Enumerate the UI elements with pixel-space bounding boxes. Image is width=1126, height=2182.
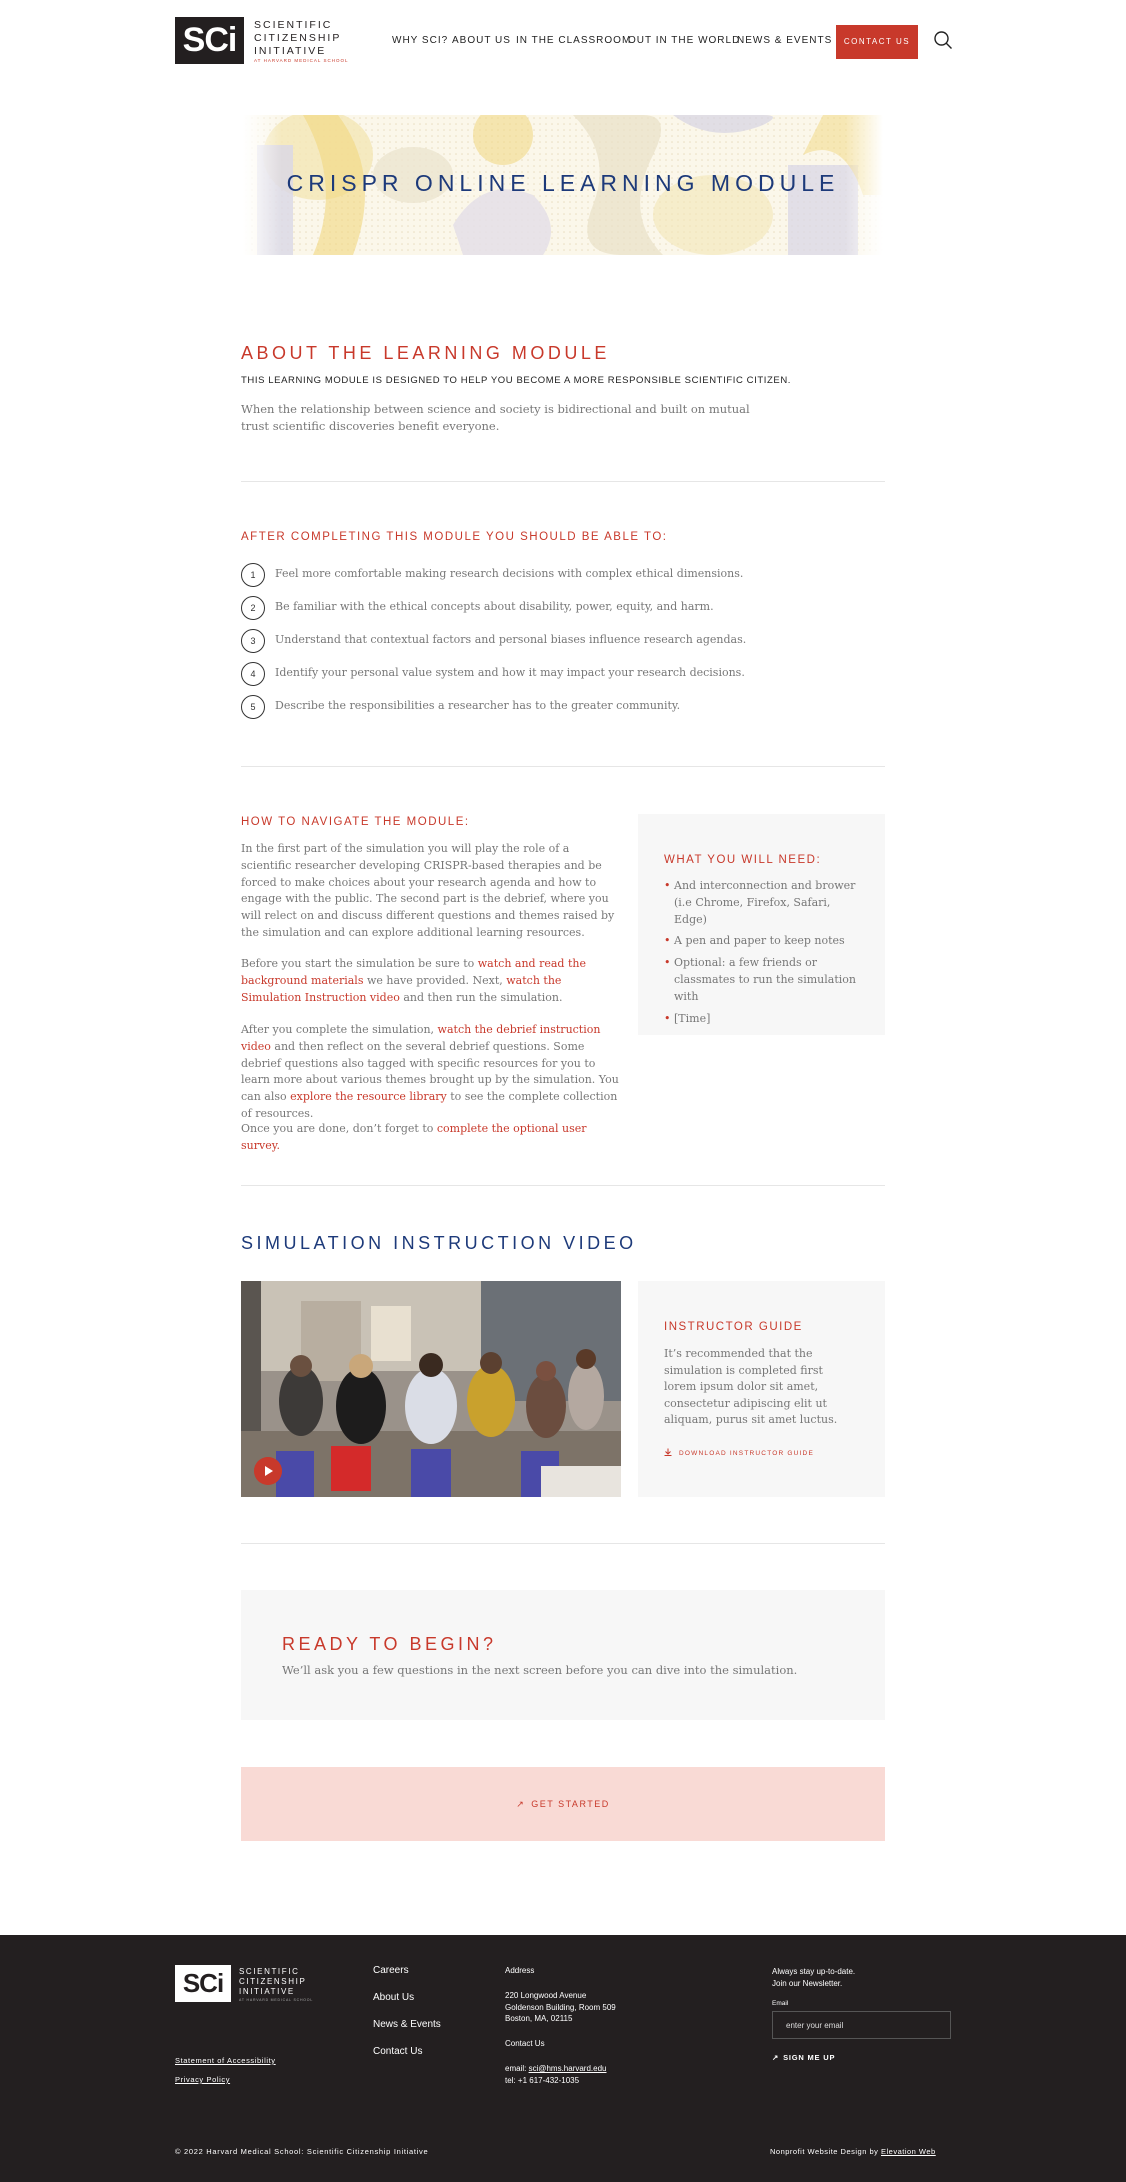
contact-label: Contact Us: [505, 2039, 545, 2048]
video-heading: SIMULATION INSTRUCTION VIDEO: [241, 1233, 637, 1253]
footer-logo-subtitle: AT HARVARD MEDICAL SCHOOL: [239, 1998, 314, 2002]
nav-why-sci[interactable]: WHY SCI?: [392, 35, 449, 46]
user-survey-link[interactable]: complete the optional user survey.: [241, 1122, 587, 1152]
ready-card: [241, 1590, 885, 1720]
download-icon: [664, 1448, 672, 1456]
logo-subtitle: AT HARVARD MEDICAL SCHOOL: [254, 58, 349, 63]
page-title: CRISPR ONLINE LEARNING MODULE: [286, 170, 840, 196]
objective-text: Understand that contextual factors and personal biases influence research agendas.: [275, 633, 747, 646]
nav-about-us[interactable]: ABOUT US: [452, 35, 511, 46]
instructor-guide-heading: INSTRUCTOR GUIDE: [664, 1321, 803, 1333]
divider: [241, 1185, 885, 1186]
objective-text: Describe the responsibilities a researcher has to the greater community.: [275, 699, 681, 712]
elevation-web-link[interactable]: Elevation Web: [881, 2147, 936, 2156]
footer-logo-text: SCIENTIFIC CITIZENSHIP INITIATIVE: [239, 1967, 307, 1996]
objective-number: 2: [241, 596, 265, 620]
objective-number: 5: [241, 695, 265, 719]
list-item: • And interconnection and brower (i.e Chrome, Firefox, Safari, Edge): [664, 878, 864, 928]
divider: [241, 766, 885, 767]
video-player[interactable]: [241, 1281, 621, 1497]
objective-text: Identify your personal value system and how it may impact your research decisions.: [275, 666, 745, 679]
navigate-heading: HOW TO NAVIGATE THE MODULE:: [241, 816, 470, 828]
newsletter-email-input[interactable]: [772, 2011, 951, 2039]
needs-list: [664, 878, 864, 1032]
divider: [241, 1543, 885, 1544]
navigate-paragraph-2: Before you start the simulation be sure to watch and read the background materials we have provided. Next, watch the Simulation Instruction video and then run the simulation.: [241, 957, 586, 1004]
resource-library-link[interactable]: explore the resource library: [290, 1090, 447, 1104]
nav-out-in-the-world[interactable]: OUT IN THE WORLD: [628, 35, 741, 46]
logo-text: SCIENTIFIC CITIZENSHIP INITIATIVE: [254, 19, 342, 57]
navigate-paragraph-1: In the first part of the simulation you will play the role of a scientific researcher developing CRISPR-based therapies and be forced to make choices about your research agenda and how to engage with the public. The second part is the debrief, where you will relect on and discuss different questions and themes raised by the simulation and can explore additional learning resources.: [241, 842, 615, 939]
download-instructor-guide-link[interactable]: DOWNLOAD INSTRUCTOR GUIDE: [664, 1448, 814, 1457]
address-label: Address: [505, 1966, 535, 1975]
privacy-policy-link[interactable]: Privacy Policy: [175, 2075, 231, 2084]
footer-link-news-events[interactable]: News & Events: [373, 2019, 441, 2030]
simulation-video-link[interactable]: watch the Simulation Instruction video: [241, 973, 562, 1004]
background-materials-link[interactable]: watch and read the background materials: [241, 957, 586, 987]
navigate-paragraph-3: After you complete the simulation, watch the debrief instruction video and then reflect on the several debrief questions. Some debrief questions also tagged with specific resources for you to learn more about various themes brought up by the simulation. You can also explore the resource library to see the complete collection of resources.: [241, 1023, 619, 1120]
list-item: • Optional: a few friends or classmates to run the simulation with: [664, 955, 864, 1005]
email-field-label: Email: [772, 2000, 789, 2007]
play-icon[interactable]: [254, 1457, 282, 1485]
objective-number: 4: [241, 662, 265, 686]
footer-link-careers[interactable]: Careers: [373, 1965, 409, 1976]
arrow-up-right-icon: ↗: [516, 1799, 526, 1809]
objectives-heading: AFTER COMPLETING THIS MODULE YOU SHOULD BE ABLE TO:: [241, 531, 668, 543]
video-thumbnail: [241, 1281, 621, 1497]
debrief-video-link[interactable]: watch the debrief instruction video: [241, 1023, 601, 1053]
divider: [241, 481, 885, 482]
contact-phone: tel: +1 617-432-1035: [505, 2076, 580, 2085]
get-started-button[interactable]: ↗ GET STARTED: [241, 1767, 885, 1841]
list-item: • A pen and paper to keep notes: [664, 933, 864, 950]
copyright: © 2022 Harvard Medical School: Scientific Citizenship Initiative: [175, 2147, 429, 2156]
contact-us-button[interactable]: CONTACT US: [836, 25, 918, 59]
ready-heading: READY TO BEGIN?: [282, 1634, 497, 1654]
list-item: • [Time]: [664, 1011, 864, 1028]
footer-link-contact-us[interactable]: Contact Us: [373, 2046, 423, 2057]
objective-number: 1: [241, 563, 265, 587]
site-credit: Nonprofit Website Design by Elevation Web: [770, 2147, 936, 2156]
nav-in-the-classroom[interactable]: IN THE CLASSROOM: [516, 35, 632, 46]
objective-number: 3: [241, 629, 265, 653]
search-icon[interactable]: [933, 30, 953, 50]
address-block: 220 Longwood Avenue Goldenson Building, Room 509 Boston, MA, 02115: [505, 1991, 616, 2023]
about-body: When the relationship between science and society is bidirectional and built on mutual trust scientific discoveries benefit everyone.: [241, 402, 750, 433]
ready-body: We’ll ask you a few questions in the next screen before you can dive into the simulation.: [282, 1663, 798, 1677]
footer-logo-mark: SCi: [175, 1965, 231, 2002]
accessibility-link[interactable]: Statement of Accessibility: [175, 2056, 276, 2065]
contact-email: email: sci@hms.harvard.edu: [505, 2064, 607, 2073]
needs-heading: WHAT YOU WILL NEED:: [664, 854, 822, 866]
instructor-guide-body: It’s recommended that the simulation is completed first lorem ipsum dolor sit amet, consectetur adipiscing elit ut aliquam, purus sit amet luctus.: [664, 1347, 838, 1426]
logo-mark: SCi: [175, 17, 244, 64]
about-subheading: THIS LEARNING MODULE IS DESIGNED TO HELP YOU BECOME A MORE RESPONSIBLE SCIENTIFIC CITIZEN.: [241, 375, 792, 386]
objective-text: Feel more comfortable making research decisions with complex ethical dimensions.: [275, 567, 744, 580]
objective-text: Be familiar with the ethical concepts about disability, power, equity, and harm.: [275, 600, 714, 613]
nav-news-events[interactable]: NEWS & EVENTS: [737, 35, 833, 46]
site-header: [0, 0, 1126, 84]
footer-link-about-us[interactable]: About Us: [373, 1992, 415, 2003]
newsletter-text: Always stay up-to-date. Join our Newsletter.: [772, 1967, 856, 1988]
sign-me-up-button[interactable]: ↗ SIGN ME UP: [772, 2053, 836, 2062]
site-footer: [0, 1935, 1126, 2182]
about-heading: ABOUT THE LEARNING MODULE: [241, 343, 610, 363]
navigate-paragraph-4: Once you are done, don’t forget to complete the optional user survey.: [241, 1122, 587, 1152]
arrow-up-right-icon: ↗: [772, 2053, 780, 2062]
email-link[interactable]: sci@hms.harvard.edu: [528, 2064, 607, 2073]
